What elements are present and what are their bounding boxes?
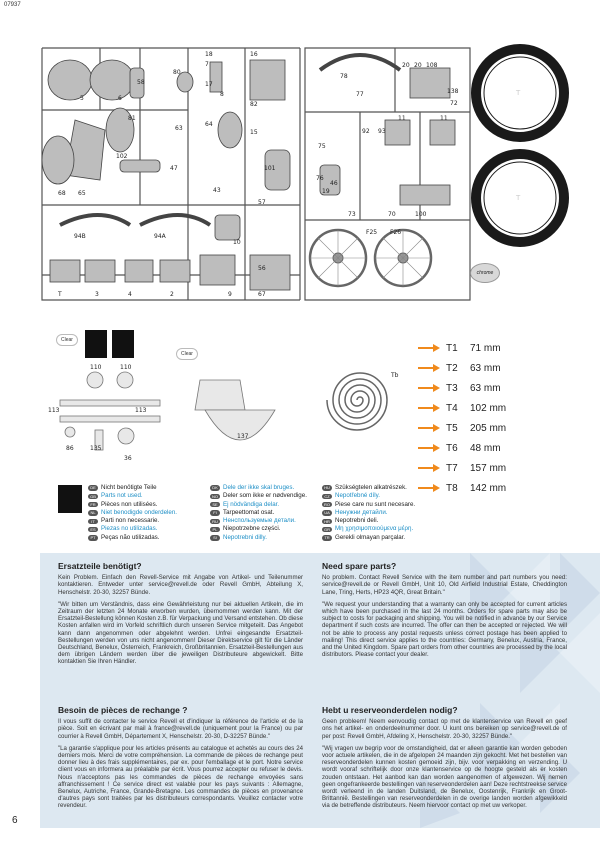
- legend-text: Nepotrebni deli.: [335, 517, 379, 525]
- legend-item: [322, 525, 415, 533]
- part-label: 19: [322, 188, 330, 195]
- legend-col-1: [88, 484, 177, 542]
- part-label: 92: [362, 128, 370, 135]
- section-nl-p2: "Wij vragen uw begrip voor de omstandigheid, dat er alleen garantie kan worden geboden voor actuele artikelen, die in de afgelopen 24 maanden zijn gekocht. Met het bestellen van reserveonderdelen kunnen kosten gemoeid zijn, bijv. voor verpakking en verzending. U wordt vooraf schriftelijk door onze klantenservice op de hoogte gesteld als er kosten zouden ontstaan. Het aanbod kan dan worden aangenomen of afgewezen. Wij nemen geen ongefrankeerde bestellingen van reserveonderdelen aan! Deze rechtstreekse service wordt verleend in de landen Duitsland, de Benelux, Oostenrijk, Frankrijk en Groot-Brittannië. Bestellingen van reserveonderdelen in de overige landen worden afgewikkeld via de betreffende distributeurs. Neem hiervoor contact op met uw verkoper.: [322, 744, 567, 810]
- section-fr: [58, 707, 303, 815]
- part-label: 57: [258, 199, 266, 206]
- legend-item: [210, 501, 307, 509]
- section-en: [322, 563, 567, 663]
- legend-item: [88, 501, 177, 509]
- section-de-p2: "Wir bitten um Verständnis, dass eine Gewährleistung nur bei aktuellen Artikeln, die im Zeitraum der letzten 24 Monate erworben wurden, übernommen werden kann. Mit der Ersatzteil-Bestellung können Kosten z.B. für Verpackung und Versand entstehen. Ob diese Kosten anfallen wird im Vorfeld schriftlich durch unseren Service mitgeteilt. Das Angebot kann dann angenommen oder abgelehnt werden. Unfrei eingesandte Ersatzteil-Bestellungen werden von uns nicht angenommen! Dieser Direktservice gilt für die Länder Deutschland, Benelux, Österreich, Frankreich, Großbritannien. Ersatzteil-Bestellungen aus dem übrigen Ländern werden über die jeweiligen Distributeure abgewickelt. Bitte kontaktien Sie Ihren Händler.: [58, 600, 303, 666]
- legend-text: Tarpeettomat osat.: [223, 508, 275, 516]
- section-de-title: Ersatzteile benötigt?: [58, 561, 142, 571]
- tube-id: T1: [446, 342, 458, 354]
- tube-row: [418, 338, 558, 358]
- part-label: 3: [95, 291, 99, 298]
- clear-part-label: 110: [90, 364, 102, 371]
- part-label: 8: [220, 91, 224, 98]
- section-en-p2: "We request your understanding that a warranty can only be accepted for current articles which have been purchased in the last 24 months. Orders for spare parts may also be subject to costs for packaging and shipping. You will be notified in advance by our Service department if such costs are incurred. The offer can then be accepted or rejected. We will not be able to process any postal requests unless correct postage has been applied to mailing! This direct service applies to the countries: Germany, Benelux, Austria, France, and the United Kingdom. Spare part orders from other countries are processed by the local distributors. Please contact your dealer.: [322, 600, 567, 659]
- legend-item: [210, 484, 307, 492]
- tube-length: 63 mm: [470, 362, 501, 374]
- article-code: 07937: [4, 2, 21, 8]
- black-panel-part: [112, 330, 134, 358]
- tube-id: T2: [446, 362, 458, 374]
- tube-length: 157 mm: [470, 462, 507, 474]
- part-label: 65: [78, 190, 86, 197]
- part-label: 56: [258, 265, 266, 272]
- section-nl-p1: Geen probleem! Neem eenvoudig contact op met de klantenservice van Revell en geef ons het artikel- en onderdeelnummer door. U kunt ons bereiken op service@revell.de of per post: Revell GmbH, Afdeling X, Henschelstr. 20-30, 32257 Bünde.": [322, 718, 567, 740]
- legend-col-2: [210, 484, 307, 542]
- part-label: 68: [58, 190, 66, 197]
- arrow-right-icon: [418, 484, 440, 492]
- flag-icon: FR: [88, 502, 98, 508]
- legend-item: [322, 517, 415, 525]
- tube-row: [418, 378, 558, 398]
- legend-text: Dele der ikke skal bruges.: [223, 484, 295, 491]
- section-fr-title: Besoin de pièces de rechange ?: [58, 705, 188, 715]
- legend-item: [88, 492, 177, 500]
- legend-item: [322, 534, 415, 542]
- flag-icon: DE: [88, 485, 98, 491]
- legend-text: Piezas no utilizadas.: [101, 525, 158, 533]
- tire-label: T: [516, 194, 521, 202]
- tube-row: [418, 458, 558, 478]
- legend-item: [210, 534, 307, 542]
- tube-length: 48 mm: [470, 442, 501, 454]
- part-label: 94A: [154, 233, 166, 240]
- flag-icon: RO: [324, 501, 330, 507]
- section-de: [58, 563, 303, 671]
- arrow-right-icon: [418, 444, 440, 452]
- part-label: 15: [250, 129, 258, 136]
- spare-parts-panel: [40, 553, 600, 828]
- flag-icon: GB: [88, 494, 98, 500]
- legend-text: Μη χρησιμοποιούμενα μέρη.: [335, 525, 414, 533]
- part-label: 82: [250, 101, 258, 108]
- part-label: 63: [175, 125, 183, 132]
- part-label: 17: [205, 81, 213, 88]
- legend-item: [88, 484, 177, 492]
- part-label: 78: [340, 73, 348, 80]
- flag-icon: FI: [210, 510, 220, 516]
- legend-col-3: [322, 484, 415, 542]
- legend-text: Szükségtelen alkatrészek.: [335, 484, 407, 491]
- legend-text: Nepotřebné díly.: [335, 492, 380, 500]
- tube-row: [418, 398, 558, 418]
- flag-icon: NL: [88, 510, 98, 516]
- part-label: 100: [415, 211, 427, 218]
- flag-icon: GR: [324, 526, 330, 532]
- arrow-right-icon: [418, 404, 440, 412]
- arrow-right-icon: [418, 364, 440, 372]
- section-de-p1: Kein Problem. Einfach den Revell-Service mit Angabe von Artikel- und Teilenummer kontaktieren. Entweder unter service@revell.de oder Revell GmbH, Abteilung X, Henschelstr. 20-30, 32257 Bünde.: [58, 574, 303, 596]
- legend-item: [322, 484, 415, 492]
- part-label: 18: [205, 51, 213, 58]
- flag-icon: HR: [322, 519, 332, 525]
- arrow-right-icon: [418, 424, 440, 432]
- legend-text: Piese care nu sunt necesare.: [335, 500, 416, 508]
- tube-row: [418, 438, 558, 458]
- tube-row: [418, 418, 558, 438]
- flag-icon: DK: [210, 485, 220, 491]
- clear-parts-drawing: [40, 360, 300, 470]
- tube-id: T4: [446, 402, 458, 414]
- part-label: 94B: [74, 233, 86, 240]
- part-label: 102: [116, 153, 128, 160]
- part-label: 7: [205, 61, 209, 68]
- clear-part-label: 86: [66, 445, 74, 452]
- flag-icon: PL: [210, 527, 220, 533]
- clear-part-label: 113: [48, 407, 60, 414]
- clear-part-label: 113: [135, 407, 147, 414]
- flag-icon: CZ: [322, 494, 332, 500]
- clear-part-label: 137: [237, 433, 249, 440]
- part-label: 67: [258, 291, 266, 298]
- part-label: 101: [264, 165, 276, 172]
- section-nl-title: Hebt u reserveonderdelen nodig?: [322, 705, 458, 715]
- part-label: 81: [128, 115, 136, 122]
- part-label: 4: [128, 291, 132, 298]
- legend-text: Gerekli olmayan parçalar.: [335, 533, 406, 541]
- legend-item: [210, 509, 307, 517]
- legend-text: Niet benodigde onderdelen.: [101, 508, 178, 516]
- tube-length: 71 mm: [470, 342, 501, 354]
- clear-badge: Clear: [176, 348, 198, 360]
- arrow-right-icon: [418, 344, 440, 352]
- legend-text: Ненужни детайли.: [335, 508, 388, 516]
- legend-item: [210, 517, 307, 525]
- black-panel-part: [85, 330, 107, 358]
- legend-item: [88, 534, 177, 542]
- legend-text: Ej nödvändiga delar.: [223, 500, 280, 508]
- flag-icon: SE: [210, 502, 220, 508]
- part-label: 11: [398, 115, 406, 122]
- part-label: 108: [426, 62, 438, 69]
- flag-icon: ES: [88, 527, 98, 533]
- part-label: 76: [316, 175, 324, 182]
- part-label: 138: [447, 88, 459, 95]
- sprue-drawing: [0, 0, 600, 330]
- part-label: 47: [170, 165, 178, 172]
- clear-part-label: 36: [124, 455, 132, 462]
- flag-icon: RU: [210, 519, 220, 525]
- tube-id: T3: [446, 382, 458, 394]
- legend-text: Parts not used.: [101, 492, 143, 500]
- tube-row: [418, 478, 558, 498]
- flag-icon: SI: [210, 535, 220, 541]
- chrome-badge: chrome: [470, 263, 500, 283]
- tube-tag: Tb: [391, 372, 399, 379]
- flag-icon: TR: [322, 535, 332, 541]
- part-label: 72: [450, 100, 458, 107]
- part-label: 93: [378, 128, 386, 135]
- legend-text: Deler som ikke er nødvendige.: [223, 492, 307, 500]
- flag-icon: IT: [88, 519, 98, 525]
- part-label: T: [58, 291, 62, 298]
- arrow-right-icon: [418, 464, 440, 472]
- part-label: 58: [137, 79, 145, 86]
- section-en-p1: No problem. Contact Revell Service with the item number and part numbers you need: service@revell.de or Revell GmbH, Unit 10, Old Airfield Industrial Estate, Cheddington Lane, Tring, Herts, HP23 4QR, Great Britain.": [322, 574, 567, 596]
- section-fr-p1: Il vous suffit de contacter le service Revell et d'indiquer la référence de l'article et de la pièce. Soit en écrivant par mail à france@revell.de (uniquement pour la France) ou par courrier à Revell GmbH, Département X, Henschelstr. 20-30, D-32257 Bünde.": [58, 718, 303, 740]
- legend-text: Peças não utilizadas.: [101, 533, 160, 541]
- part-label: 16: [250, 51, 258, 58]
- page-number: 6: [12, 815, 18, 826]
- tube-row: [418, 358, 558, 378]
- clear-part-label: 135: [90, 445, 102, 452]
- tire-label: T: [516, 89, 521, 97]
- flag-icon: UA: [322, 510, 332, 516]
- section-nl: [322, 707, 567, 815]
- unused-parts-swatch: [58, 485, 82, 513]
- legend-text: Nepotrebni dilly.: [223, 533, 267, 541]
- section-en-title: Need spare parts?: [322, 561, 397, 571]
- tube-id: T7: [446, 462, 458, 474]
- part-label: 46: [330, 180, 338, 187]
- part-label: 70: [388, 211, 396, 218]
- part-label: 9: [228, 291, 232, 298]
- legend-item: [210, 525, 307, 533]
- part-label: 77: [356, 91, 364, 98]
- tube-length-list: [418, 338, 558, 498]
- tube-length: 102 mm: [470, 402, 507, 414]
- part-label: 6: [118, 95, 122, 102]
- legend-item: [322, 501, 415, 509]
- part-label: 20: [402, 62, 410, 69]
- legend-item: [88, 517, 177, 525]
- arrow-right-icon: [418, 384, 440, 392]
- tube-length: 63 mm: [470, 382, 501, 394]
- part-label: 75: [318, 143, 326, 150]
- part-label: 11: [440, 115, 448, 122]
- tube-spiral-drawing: [305, 345, 415, 455]
- legend-item: [322, 492, 415, 500]
- legend-text: Nicht benötigte Teile: [101, 484, 157, 491]
- legend-text: Ненспользуемые детали.: [223, 517, 296, 525]
- tube-id: T5: [446, 422, 458, 434]
- part-label: 20: [414, 62, 422, 69]
- part-label: 10: [233, 239, 241, 246]
- clear-part-label: 110: [120, 364, 132, 371]
- legend-item: [322, 509, 415, 517]
- legend-text: Parti non necessarie.: [101, 517, 160, 525]
- part-label: 43: [213, 187, 221, 194]
- flag-icon: NO: [212, 493, 218, 499]
- part-label: 5: [80, 95, 84, 102]
- part-label: 73: [348, 211, 356, 218]
- legend-text: Niepotrzebne części.: [223, 525, 281, 533]
- flag-icon: HU: [322, 485, 332, 491]
- clear-badge: Clear: [56, 334, 78, 346]
- tube-id: T8: [446, 482, 458, 494]
- legend-item: [88, 525, 177, 533]
- part-label: 80: [173, 69, 181, 76]
- part-label: F26: [390, 229, 402, 236]
- tube-id: T6: [446, 442, 458, 454]
- legend-item: [88, 509, 177, 517]
- part-label: 64: [205, 121, 213, 128]
- legend-text: Pièces non utilisées.: [101, 500, 158, 508]
- part-label: 2: [170, 291, 174, 298]
- tube-length: 142 mm: [470, 482, 507, 494]
- part-label: F25: [366, 229, 378, 236]
- tube-length: 205 mm: [470, 422, 507, 434]
- section-fr-p2: "La garantie s'applique pour les articles présents au catalogue et achetés au cours des 24 derniers mois. Merci de votre compréhension. La commande de pièces de rechange peut donner lieu à des frais supplémentaires, par ex. pour l'emballage et le port. Notre service client vous en informera au préalable par écrit. Vous pourrez accepter ou refuser le devis. Nous n'acceptons pas les commandes de pièces de rechange envoyées sans affranchissement ! Ce service direct est valable pour les pays suivants : Allemagne, Benelux, Autriche, France, Grande-Bretagne. Les commandes de pièces en provenance d'autres pays sont traitées par les distributeurs correspondants. Veuillez contacter votre revendeur.: [58, 744, 303, 810]
- flag-icon: PT: [88, 535, 98, 541]
- legend-item: [210, 492, 307, 500]
